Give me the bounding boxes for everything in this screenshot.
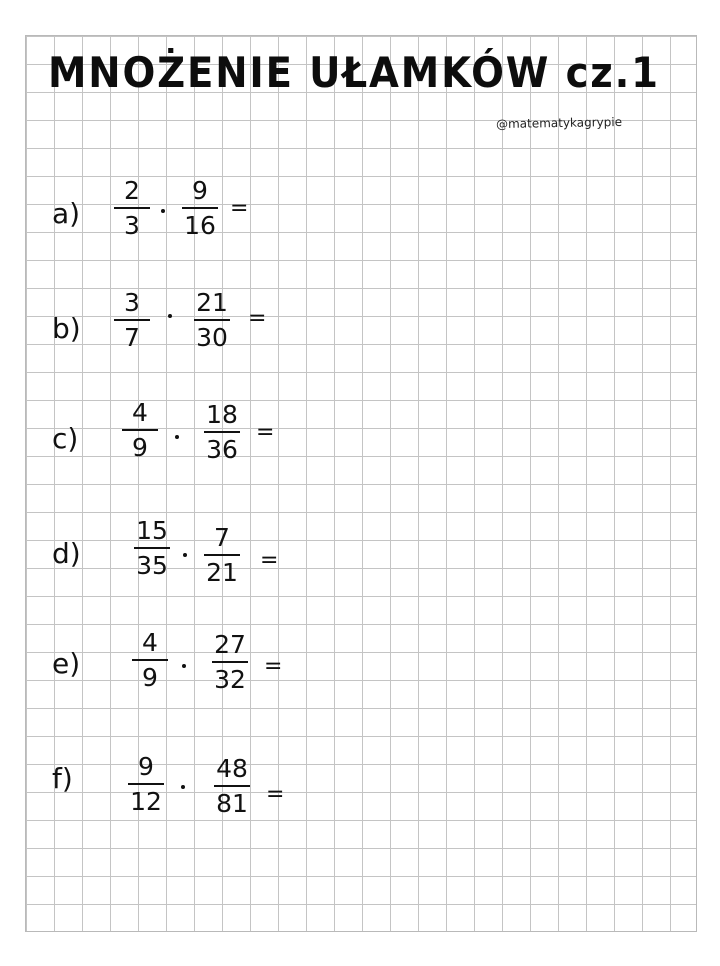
multiply-dot bbox=[161, 209, 165, 213]
numerator: 9 bbox=[138, 752, 154, 781]
author-handle: @matematykagrypie bbox=[495, 114, 623, 132]
fraction-e-left bbox=[128, 630, 172, 690]
exercise-label-c: c) bbox=[52, 422, 79, 455]
numerator: 3 bbox=[124, 288, 140, 317]
numerator: 18 bbox=[206, 400, 238, 429]
multiply-dot bbox=[183, 553, 187, 557]
multiply-dot bbox=[182, 664, 186, 668]
equals-sign: = bbox=[266, 782, 285, 807]
fraction-f-right bbox=[210, 756, 254, 816]
exercise-label-d: d) bbox=[52, 537, 81, 570]
multiply-dot bbox=[168, 314, 172, 318]
numerator: 4 bbox=[132, 398, 148, 427]
numerator: 48 bbox=[216, 754, 248, 783]
fraction-b-left bbox=[110, 290, 154, 350]
denominator: 3 bbox=[124, 211, 140, 240]
exercise-label-a: a) bbox=[52, 197, 81, 230]
denominator: 7 bbox=[124, 323, 140, 352]
multiply-dot bbox=[181, 785, 185, 789]
equals-sign: = bbox=[260, 548, 279, 573]
denominator: 21 bbox=[206, 558, 238, 587]
fraction-c-right bbox=[200, 402, 244, 462]
numerator: 21 bbox=[196, 288, 228, 317]
denominator: 9 bbox=[132, 433, 148, 462]
numerator: 15 bbox=[136, 516, 168, 545]
exercise-label-e: e) bbox=[52, 647, 81, 680]
page-title: MNOŻENIE UŁAMKÓW cz.1 bbox=[48, 48, 660, 97]
denominator: 35 bbox=[136, 551, 168, 580]
numerator: 7 bbox=[214, 523, 230, 552]
fraction-d-right bbox=[200, 525, 244, 585]
fraction-c-left bbox=[118, 400, 162, 460]
fraction-a-left bbox=[110, 178, 154, 238]
equals-sign: = bbox=[256, 420, 275, 445]
denominator: 12 bbox=[130, 787, 162, 816]
denominator: 81 bbox=[216, 789, 248, 818]
exercise-label-b: b) bbox=[52, 312, 81, 345]
fraction-a-right bbox=[178, 178, 222, 238]
exercise-label-f: f) bbox=[52, 762, 73, 795]
multiply-dot bbox=[175, 435, 179, 439]
denominator: 36 bbox=[206, 435, 238, 464]
fraction-e-right bbox=[208, 632, 252, 692]
denominator: 32 bbox=[214, 665, 246, 694]
fraction-f-left bbox=[124, 754, 168, 814]
numerator: 9 bbox=[192, 176, 208, 205]
numerator: 2 bbox=[124, 176, 140, 205]
equals-sign: = bbox=[264, 654, 283, 679]
numerator: 27 bbox=[214, 630, 246, 659]
fraction-b-right bbox=[190, 290, 234, 350]
denominator: 30 bbox=[196, 323, 228, 352]
equals-sign: = bbox=[248, 306, 267, 331]
denominator: 16 bbox=[184, 211, 216, 240]
equals-sign: = bbox=[230, 196, 249, 221]
numerator: 4 bbox=[142, 628, 158, 657]
denominator: 9 bbox=[142, 663, 158, 692]
fraction-d-left bbox=[130, 518, 174, 578]
